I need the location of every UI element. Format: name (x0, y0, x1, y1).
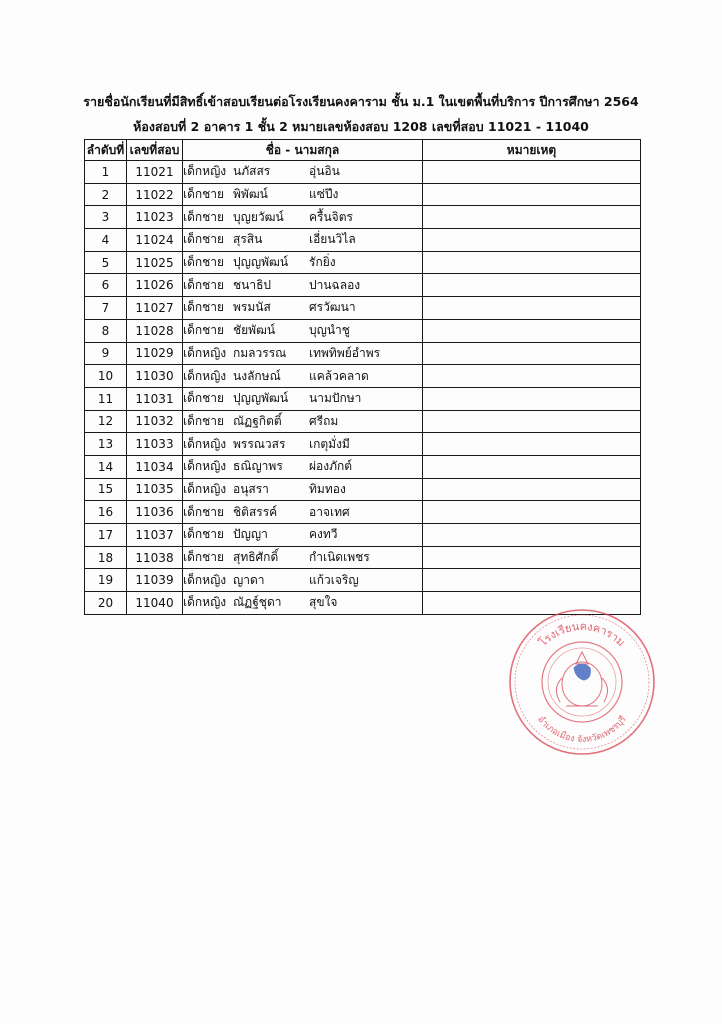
row-number: 17 (85, 524, 127, 547)
last-name: คงทวี (309, 527, 338, 542)
last-name: เอี่ยนวิไล (309, 232, 356, 247)
first-name: พรมนัส (233, 300, 271, 315)
name-prefix: เด็กชาย (183, 187, 225, 202)
first-name: ชิติสรรค์ (233, 504, 278, 519)
name-prefix: เด็กชาย (183, 323, 225, 338)
first-name: พรรณวสร (233, 436, 286, 451)
name-prefix: เด็กหญิง (183, 436, 227, 451)
last-name: เกตุมั่งมี (309, 436, 350, 451)
name-prefix: เด็กชาย (183, 527, 225, 542)
first-name: ณัฏฐ์ชุดา (233, 595, 282, 610)
student-name-cell (183, 433, 423, 456)
row-number: 8 (85, 319, 127, 342)
name-prefix: เด็กหญิง (183, 595, 227, 610)
table-row (85, 297, 641, 320)
exam-id-cell: 11034 (127, 455, 183, 478)
last-name: รักยิ่ง (309, 255, 336, 270)
header-name: ชื่อ - นามสกุล (183, 140, 423, 161)
row-number: 15 (85, 478, 127, 501)
first-name: ญาดา (233, 572, 265, 587)
row-number: 14 (85, 455, 127, 478)
last-name: สุขใจ (309, 595, 338, 610)
table-row (85, 229, 641, 252)
name-prefix: เด็กหญิง (183, 345, 227, 360)
seal-bottom-text: อำเภอเมือง จังหวัดเพชรบุรี (535, 714, 629, 746)
seal-emblem-icon (556, 652, 607, 706)
note-cell (423, 365, 641, 388)
student-name-cell (183, 161, 423, 184)
last-name: บุญนำชู (309, 323, 350, 338)
name-prefix: เด็กชาย (183, 550, 225, 565)
student-roster-table (84, 139, 641, 615)
header-note: หมายเหตุ (423, 140, 641, 161)
first-name: ปัญญา (233, 527, 268, 542)
first-name: ชนาธิป (233, 277, 272, 292)
last-name: ทิมทอง (309, 481, 346, 496)
note-cell (423, 251, 641, 274)
last-name: ศรีถม (309, 413, 339, 428)
first-name: นภัสสร (233, 164, 271, 179)
row-number: 2 (85, 183, 127, 206)
table-row (85, 274, 641, 297)
header-exam-id: เลขที่สอบ (127, 140, 183, 161)
student-name-cell (183, 206, 423, 229)
student-name-cell (183, 229, 423, 252)
last-name: กำเนิดเพชร (309, 550, 370, 565)
last-name: เทพทิพย์อำพร (309, 345, 381, 360)
row-number: 7 (85, 297, 127, 320)
note-cell (423, 524, 641, 547)
exam-id-cell: 11029 (127, 342, 183, 365)
table-row (85, 387, 641, 410)
exam-id-cell: 11031 (127, 387, 183, 410)
note-cell (423, 274, 641, 297)
table-row (85, 319, 641, 342)
note-cell (423, 569, 641, 592)
table-row (85, 433, 641, 456)
name-prefix: เด็กชาย (183, 209, 225, 224)
student-name-cell (183, 387, 423, 410)
school-seal-stamp (506, 608, 658, 756)
row-number: 11 (85, 387, 127, 410)
note-cell (423, 206, 641, 229)
note-cell (423, 229, 641, 252)
note-cell (423, 319, 641, 342)
row-number: 3 (85, 206, 127, 229)
name-prefix: เด็กชาย (183, 277, 225, 292)
exam-id-cell: 11030 (127, 365, 183, 388)
name-prefix: เด็กชาย (183, 232, 225, 247)
note-cell (423, 342, 641, 365)
last-name: ครื้นจิตร (309, 209, 353, 224)
exam-id-cell: 11032 (127, 410, 183, 433)
table-row (85, 251, 641, 274)
header-no: ลำดับที่ (85, 140, 127, 161)
first-name: พิพัฒน์ (233, 187, 268, 202)
last-name: ผ่องภักต์ (309, 459, 353, 474)
student-name-cell (183, 342, 423, 365)
first-name: ณัฏฐกิตติ์ (233, 413, 282, 428)
table-row (85, 410, 641, 433)
name-prefix: เด็กหญิง (183, 481, 227, 496)
student-name-cell (183, 569, 423, 592)
row-number: 4 (85, 229, 127, 252)
exam-id-cell: 11040 (127, 592, 183, 615)
exam-id-cell: 11039 (127, 569, 183, 592)
first-name: นงลักษณ์ (233, 368, 281, 383)
exam-id-cell: 11036 (127, 501, 183, 524)
note-cell (423, 501, 641, 524)
last-name: ศรวัฒนา (309, 300, 356, 315)
student-name-cell (183, 183, 423, 206)
first-name: กมลวรรณ (233, 345, 287, 360)
student-name-cell (183, 251, 423, 274)
last-name: อุ่นอิน (309, 164, 340, 179)
row-number: 13 (85, 433, 127, 456)
exam-id-cell: 11026 (127, 274, 183, 297)
note-cell (423, 455, 641, 478)
last-name: ปานฉลอง (309, 277, 361, 292)
name-prefix: เด็กชาย (183, 391, 225, 406)
table-row (85, 569, 641, 592)
table-row (85, 455, 641, 478)
table-row (85, 183, 641, 206)
name-prefix: เด็กหญิง (183, 572, 227, 587)
first-name: บุญยวัฒน์ (233, 209, 284, 224)
row-number: 6 (85, 274, 127, 297)
name-prefix: เด็กชาย (183, 413, 225, 428)
student-name-cell (183, 365, 423, 388)
exam-id-cell: 11027 (127, 297, 183, 320)
row-number: 9 (85, 342, 127, 365)
name-prefix: เด็กชาย (183, 300, 225, 315)
name-prefix: เด็กหญิง (183, 368, 227, 383)
exam-id-cell: 11023 (127, 206, 183, 229)
exam-id-cell: 11028 (127, 319, 183, 342)
student-name-cell (183, 410, 423, 433)
student-name-cell (183, 297, 423, 320)
student-name-cell (183, 274, 423, 297)
note-cell (423, 478, 641, 501)
first-name: สุทธิศักดิ์ (233, 550, 279, 565)
first-name: ปุญญพัฒน์ (233, 391, 289, 406)
exam-id-cell: 11021 (127, 161, 183, 184)
exam-id-cell: 11035 (127, 478, 183, 501)
exam-id-cell: 11033 (127, 433, 183, 456)
student-name-cell (183, 455, 423, 478)
note-cell (423, 433, 641, 456)
note-cell (423, 387, 641, 410)
last-name: แคล้วคลาด (309, 368, 369, 383)
student-name-cell (183, 524, 423, 547)
seal-top-text: โรงเรียนคงคาราม (536, 619, 628, 650)
student-name-cell (183, 501, 423, 524)
student-name-cell (183, 478, 423, 501)
last-name: แซ่ปึง (309, 187, 339, 202)
row-number: 20 (85, 592, 127, 615)
table-row (85, 161, 641, 184)
document-title: รายชื่อนักเรียนที่มีสิทธิ์เข้าสอบเรียนต่อโรงเรียนคงคาราม ชั้น ม.1 ในเขตพื้นที่บริการ ปีการศึกษา 2564 (83, 94, 639, 109)
row-number: 12 (85, 410, 127, 433)
exam-id-cell: 11025 (127, 251, 183, 274)
row-number: 19 (85, 569, 127, 592)
table-row (85, 478, 641, 501)
table-row (85, 524, 641, 547)
note-cell (423, 161, 641, 184)
student-name-cell (183, 592, 423, 615)
table-header-row (85, 140, 641, 161)
last-name: อาจเทศ (309, 504, 350, 519)
note-cell (423, 410, 641, 433)
name-prefix: เด็กหญิง (183, 459, 227, 474)
name-prefix: เด็กชาย (183, 504, 225, 519)
note-cell (423, 546, 641, 569)
table-row (85, 365, 641, 388)
note-cell (423, 297, 641, 320)
row-number: 10 (85, 365, 127, 388)
row-number: 5 (85, 251, 127, 274)
name-prefix: เด็กหญิง (183, 164, 227, 179)
exam-id-cell: 11022 (127, 183, 183, 206)
name-prefix: เด็กชาย (183, 255, 225, 270)
last-name: แก้วเจริญ (309, 572, 359, 587)
row-number: 1 (85, 161, 127, 184)
table-row (85, 206, 641, 229)
first-name: ปุญญพัฒน์ (233, 255, 289, 270)
first-name: อนุสรา (233, 481, 269, 496)
note-cell (423, 183, 641, 206)
student-name-cell (183, 546, 423, 569)
svg-text:โรงเรียนคงคาราม (536, 620, 628, 649)
exam-id-cell: 11038 (127, 546, 183, 569)
first-name: สุรสิน (233, 232, 263, 247)
row-number: 16 (85, 501, 127, 524)
table-row (85, 342, 641, 365)
table-row (85, 546, 641, 569)
exam-id-cell: 11037 (127, 524, 183, 547)
first-name: ธณิญาพร (233, 459, 283, 474)
first-name: ชัยพัฒน์ (233, 323, 276, 338)
table-body (85, 161, 641, 615)
document-subtitle: ห้องสอบที่ 2 อาคาร 1 ชั้น 2 หมายเลขห้องสอบ 1208 เลขที่สอบ 11021 - 11040 (133, 119, 589, 134)
exam-id-cell: 11024 (127, 229, 183, 252)
last-name: นามปักษา (309, 391, 362, 406)
table-row (85, 501, 641, 524)
student-name-cell (183, 319, 423, 342)
row-number: 18 (85, 546, 127, 569)
